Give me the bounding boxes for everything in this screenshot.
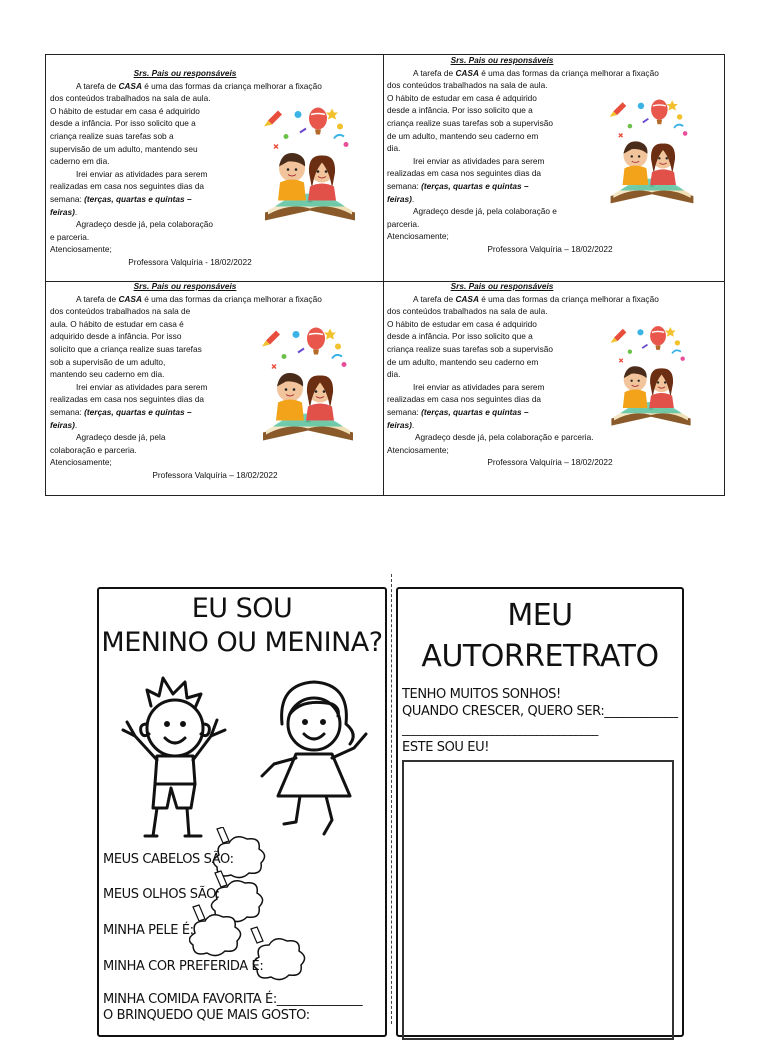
pencil-icon (217, 827, 229, 843)
girl-drawing (254, 674, 374, 844)
self-portrait-drawing-box (402, 760, 674, 1040)
cloud-outline (189, 915, 240, 956)
parent-note: Srs. Pais ou responsáveis A tarefa de CASA é uma das formas da criança melhorar a fixação dos conteúdos trabalhados na sala de aula. O hábito de estudar em casa é adquirido desde a infância. Por isso solicito que a criança realize suas tarefas sob a supervisão de um adulto, mantendo seu caderno em dia. Irei enviar as atividades para serem realizadas em casa nos seguintes dias da semana: (terças, quartas e quintas – feiras). Agradeço desde já, pela colaboração e parceria. Atenciosamente; Professora Valquíria – 18/02/2022 (387, 280, 722, 469)
worksheet-title-line-1: MEU (507, 598, 573, 633)
boy-drawing (109, 664, 234, 844)
note-signature: Professora Valquíria – 18/02/2022 (487, 457, 613, 468)
worksheet-title-line-2: MENINO OU MENINA? (101, 627, 383, 658)
parent-note: Srs. Pais ou responsáveis A tarefa de CASA é uma das formas da criança melhorar a fixação dos conteúdos trabalhados na sala de aula. O hábito de estudar em casa é adquirido desde a infância. Por isso solicito que a criança realize suas tarefas sob a supervisão de um adulto, mantendo seu caderno em dia. Irei enviar as atividades para serem realizadas em casa nos seguintes dias da semana: (terças, quartas e quintas – feiras). Agradeço desde já, pela colaboração e parceria. Atenciosamente; Professora Valquíria - 18/02/2022 (50, 67, 370, 269)
note-signature: Professora Valquíria – 18/02/2022 (152, 469, 278, 480)
favorite-food-field: MINHA COMIDA FAVORITA É:______________ (103, 992, 363, 1007)
worksheet-self-portrait (396, 587, 684, 1037)
favorite-color-field: MINHA COR PREFERIDA É: (103, 959, 264, 974)
cut-line (391, 574, 392, 1024)
pencil-icon (193, 905, 205, 921)
parent-note: Srs. Pais ou responsáveis A tarefa de CASA é uma das formas da criança melhorar a fixação dos conteúdos trabalhados na sala de aula. O hábito de estudar em casa é adquirido desde a infância. Por isso solicito que a criança realize suas tarefas sob a supervisão de um adulto, mantendo seu caderno em dia. Irei enviar as atividades para serem realizadas em casa nos seguintes dias da semana: (terças, quartas e quintas – feiras). Agradeço desde já, pela colaboração e parceria. Atenciosamente; Professora Valquíria – 18/02/2022 (387, 54, 722, 256)
favorite-toy-field: O BRINQUEDO QUE MAIS GOSTO: (103, 1008, 310, 1023)
hair-field: MEUS CABELOS SÃO: (103, 852, 234, 867)
eyes-field: MEUS OLHOS SÃO: (103, 887, 220, 902)
skin-field: MINHA PELE É: (103, 923, 194, 938)
parent-note: Srs. Pais ou responsáveis A tarefa de CASA é uma das formas da criança melhorar a fixação dos conteúdos trabalhados na sala de aula. O hábito de estudar em casa é adquirido desde a infância. Por isso solicito que a criança realize suas tarefas sob a supervisão de um adulto, mantendo seu caderno em dia. Irei enviar as atividades para serem realizadas em casa nos seguintes dias da semana: (terças, quartas e quintas – feiras). Agradeço desde já, pela colaboração e parceria. Atenciosamente; Professora Valquíria – 18/02/2022 (50, 280, 370, 482)
kids-reading-book-illustration (602, 93, 702, 208)
worksheet-title-line-2: AUTORRETRATO (421, 639, 659, 674)
note-title: Srs. Pais ou responsáveis (450, 281, 554, 291)
note-title: Srs. Pais ou responsáveis (133, 281, 237, 291)
kids-reading-book-illustration (602, 320, 700, 430)
dreams-text: TENHO MUITOS SONHOS! (402, 687, 561, 702)
grow-up-field: QUANDO CRESCER, QUERO SER:____________ (402, 704, 678, 719)
kids-reading-book-illustration (260, 98, 360, 228)
note-signature: Professora Valquíria – 18/02/2022 (487, 243, 613, 254)
note-title: Srs. Pais ou responsáveis (450, 55, 554, 65)
worksheet-boy-or-girl (97, 587, 387, 1037)
this-is-me-label: ESTE SOU EU! (402, 740, 490, 755)
note-title: Srs. Pais ou responsáveis (133, 68, 237, 78)
kids-reading-book-illustration (258, 318, 358, 448)
worksheet-title-line-1: EU SOU (191, 593, 293, 624)
pencil-icon (251, 927, 263, 943)
note-signature: Professora Valquíria - 18/02/2022 (128, 256, 252, 267)
grid-divider-vertical (383, 55, 384, 495)
answer-line: ___________________________________ (402, 722, 599, 736)
